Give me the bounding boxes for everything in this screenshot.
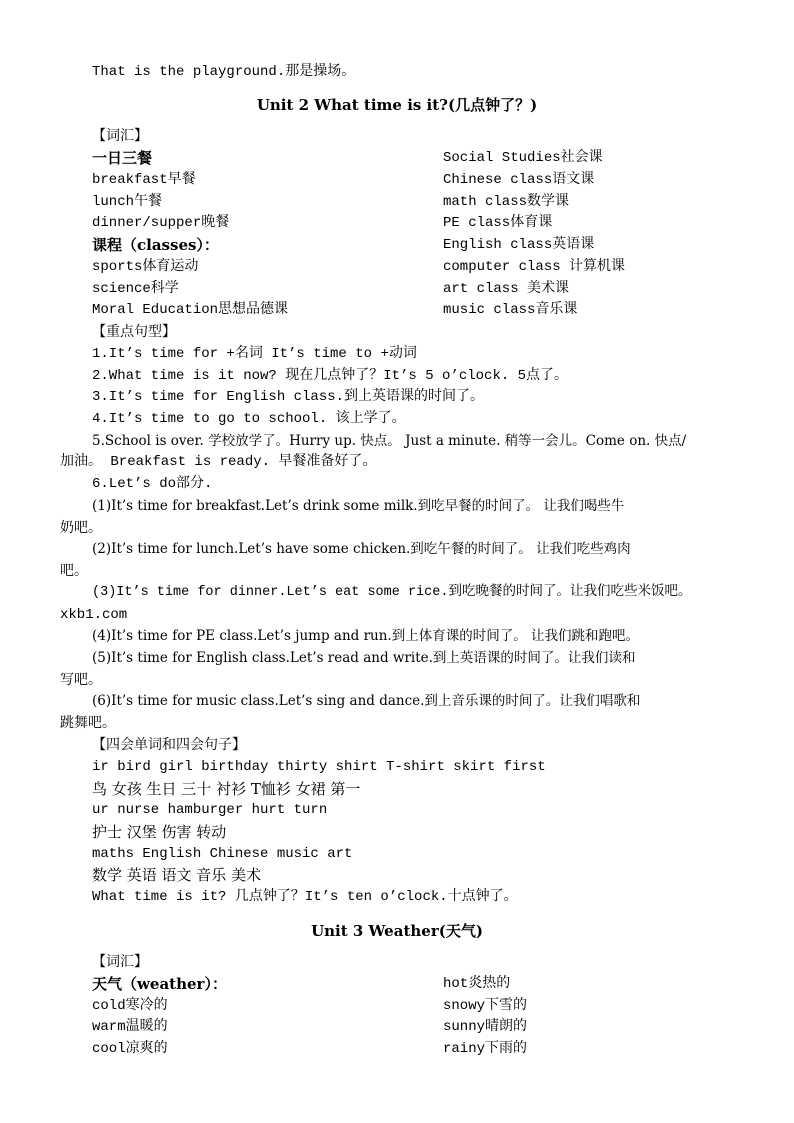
sentence-line: (1)It’s time for breakfast.Let’s drink some milk.到吃早餐的时间了。 让我们喝些牛 (92, 498, 625, 514)
unit2-sentences-header: 【重点句型】 (92, 324, 176, 340)
sentence-line: (5)It’s time for English class.Let’s read and write.到上英语课的时间了。让我们读和 (92, 650, 636, 666)
vocab-item: computer class 计算机课 (443, 259, 626, 275)
sentence-line: 5.School is over. 学校放学了。Hurry up. 快点。 Just a minute. 稍等一会儿。Come on. 快点/ (92, 433, 687, 449)
sentence-line: (3)It’s time for dinner.Let’s eat some rice.到吃晚餐的时间了。让我们吃些米饭吧。 (92, 585, 692, 600)
vocab-group-meals: 一日三餐 (92, 149, 153, 167)
sentence-line: 2.What time is it now? 现在几点钟了？It’s 5 o’clock. 5点了。 (92, 368, 569, 384)
vocab-item: cold寒冷的 (92, 998, 168, 1014)
sentence-line: 4.It’s time to go to school. 该上学了。 (92, 411, 406, 427)
vocab-group-weather: 天气（weather）： (92, 975, 227, 993)
sentence-line: xkb1.com (60, 607, 128, 623)
vocab-item: hot炎热的 (443, 976, 511, 992)
unit2-title: Unit 2 What time is it?(几点钟了？) (256, 96, 538, 114)
vocab-item: Chinese class语文课 (443, 172, 595, 188)
sentence-line: (4)It’s time for PE class.Let’s jump and run.到上体育课的时间了。 让我们跳和跑吧。 (92, 628, 639, 644)
sentence-line: 写吧。 (60, 672, 102, 688)
sentence-line: 吧。 (60, 563, 88, 579)
vocab-item: science科学 (92, 281, 179, 297)
fourwords-line: 鸟 女孩 生日 三十 衬衫 T恤衫 女裙 第一 (92, 780, 361, 798)
sentence-line: 跳舞吧。 (60, 715, 116, 731)
vocab-item: warm温暖的 (92, 1019, 168, 1035)
fourwords-line: 数学 英语 语文 音乐 美术 (92, 866, 262, 884)
sentence-line: 加油。 Breakfast is ready. 早餐准备好了。 (60, 454, 377, 470)
sentence-line: 奶吧。 (60, 520, 102, 536)
vocab-item: sports体育运动 (92, 259, 199, 275)
vocab-item: cool凉爽的 (92, 1041, 168, 1057)
sentence-line: (2)It’s time for lunch.Let’s have some chicken.到吃午餐的时间了。 让我们吃些鸡肉 (92, 541, 631, 557)
vocab-item: breakfast早餐 (92, 172, 196, 188)
vocab-item: lunch午餐 (92, 194, 163, 210)
vocab-item: PE class体育课 (443, 215, 553, 231)
intro-line: That is the playground.那是操场。 (92, 64, 356, 80)
fourwords-line: 护士 汉堡 伤害 转动 (92, 823, 227, 841)
sentence-line: (6)It’s time for music class.Let’s sing and dance.到上音乐课的时间了。让我们唱歌和 (92, 693, 641, 709)
vocab-item: music class音乐课 (443, 302, 578, 318)
unit3-vocab-header: 【词汇】 (92, 954, 148, 970)
fourwords-line: maths English Chinese music art (92, 846, 353, 862)
sentence-line: 1.It’s time for +名词 It’s time to +动词 (92, 346, 417, 362)
fourwords-line: ir bird girl birthday thirty shirt T-shirt skirt first (92, 759, 546, 775)
fourwords-line: What time is it? 几点钟了？It’s ten o’clock.十点钟了。 (92, 889, 518, 905)
vocab-item: math class数学课 (443, 194, 570, 210)
unit2-fourwords-header: 【四会单词和四会句子】 (92, 737, 246, 753)
vocab-group-classes: 课程（classes）： (92, 236, 219, 254)
vocab-item: dinner/supper晚餐 (92, 215, 230, 231)
vocab-item: sunny晴朗的 (443, 1019, 528, 1035)
vocab-item: art class 美术课 (443, 281, 570, 297)
fourwords-line: ur nurse hamburger hurt turn (92, 802, 328, 818)
sentence-line: 3.It’s time for English class.到上英语课的时间了。 (92, 389, 485, 405)
unit2-vocab-header: 【词汇】 (92, 128, 148, 144)
vocab-item: Moral Education思想品德课 (92, 302, 289, 318)
vocab-item: snowy下雪的 (443, 998, 528, 1014)
vocab-item: Social Studies社会课 (443, 150, 603, 166)
sentence-line: 6.Let’s do部分. (92, 476, 213, 492)
vocab-item: rainy下雨的 (443, 1041, 528, 1057)
vocab-item: English class英语课 (443, 237, 595, 253)
unit3-title: Unit 3 Weather(天气) (311, 922, 483, 940)
